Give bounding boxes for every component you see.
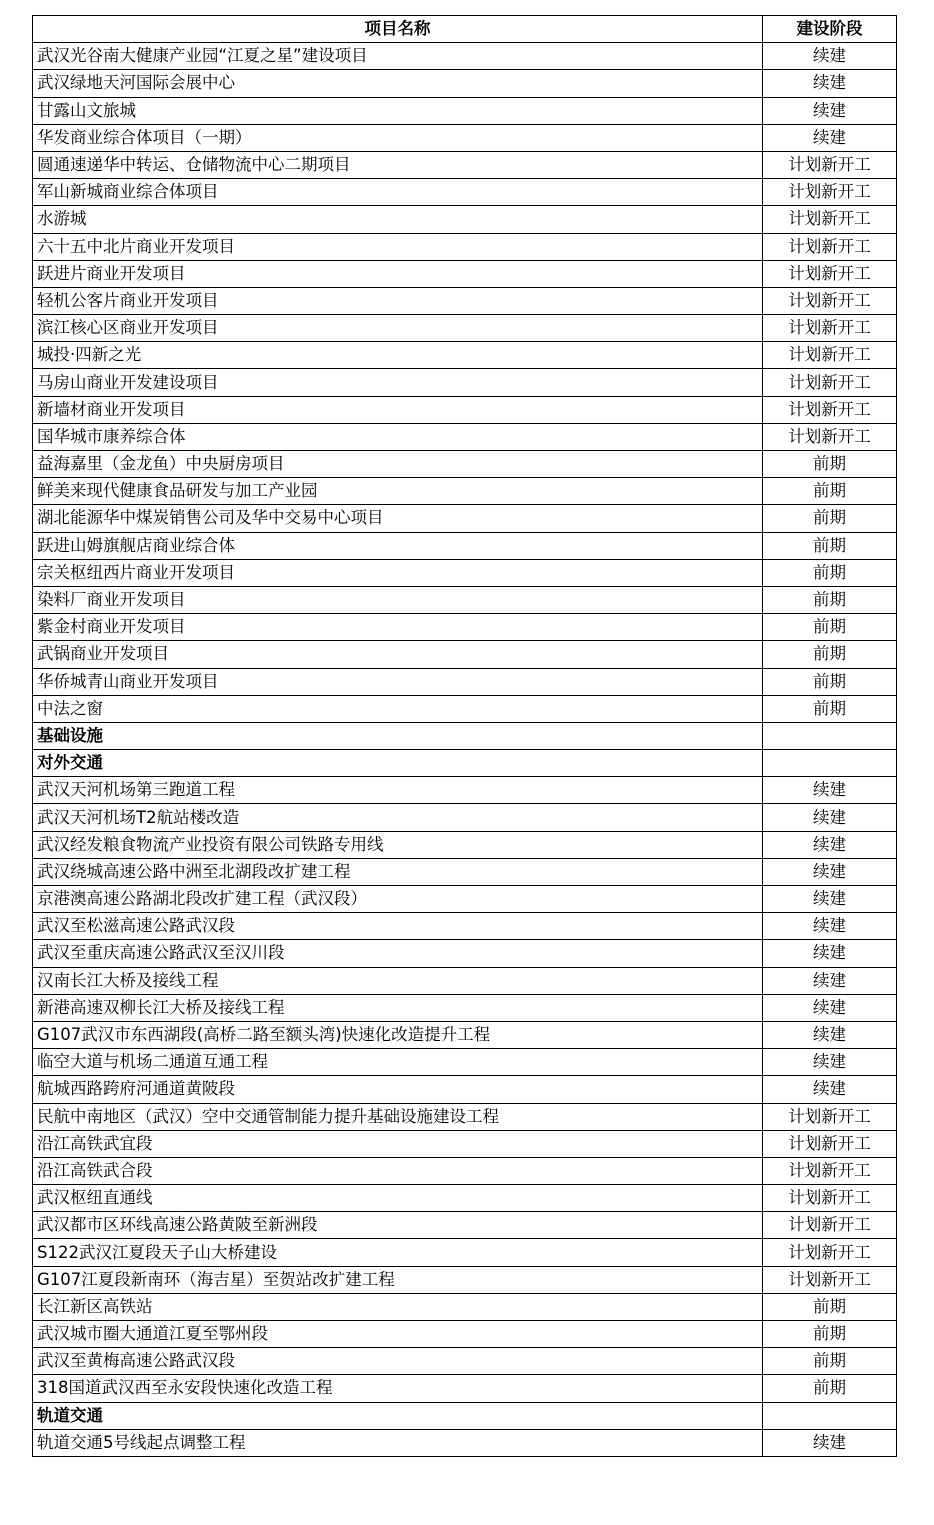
section-title: 基础设施 [33,722,763,749]
project-name-cell: 跃进片商业开发项目 [33,260,763,287]
project-name-cell: 跃进山姆旗舰店商业综合体 [33,532,763,559]
construction-stage-cell: 前期 [763,559,897,586]
table-row [33,804,897,831]
project-name-cell: 318国道武汉西至永安段快速化改造工程 [33,1375,763,1402]
construction-stage-cell: 续建 [763,913,897,940]
table-row [33,940,897,967]
construction-stage-cell [763,722,897,749]
table-row [33,369,897,396]
construction-stage-cell: 计划新开工 [763,342,897,369]
construction-stage-cell: 计划新开工 [763,1130,897,1157]
construction-stage-cell: 计划新开工 [763,1239,897,1266]
construction-stage-cell: 续建 [763,804,897,831]
table-row [33,70,897,97]
table-row [33,586,897,613]
construction-stage-cell: 计划新开工 [763,233,897,260]
project-name-cell: 马房山商业开发建设项目 [33,369,763,396]
construction-stage-cell: 前期 [763,1348,897,1375]
table-row [33,532,897,559]
project-name-cell: 武汉绕城高速公路中洲至北湖段改扩建工程 [33,858,763,885]
table-row [33,1049,897,1076]
table-row [33,777,897,804]
project-name-cell: 航城西路跨府河通道黄陂段 [33,1076,763,1103]
table-row [33,97,897,124]
project-name-cell: 城投·四新之光 [33,342,763,369]
construction-stage-cell: 前期 [763,614,897,641]
project-name-cell: 新港高速双柳长江大桥及接线工程 [33,994,763,1021]
table-row [33,43,897,70]
project-name-cell: G107武汉市东西湖段(高桥二路至额头湾)快速化改造提升工程 [33,1021,763,1048]
project-name-cell: 水游城 [33,206,763,233]
section-title: 轨道交通 [33,1402,763,1429]
section-title: 对外交通 [33,750,763,777]
project-name-cell: 武汉城市圈大通道江夏至鄂州段 [33,1321,763,1348]
construction-stage-cell: 计划新开工 [763,1157,897,1184]
project-table [32,15,897,1457]
project-name-cell: 武汉都市区环线高速公路黄陂至新洲段 [33,1212,763,1239]
project-name-cell: 沿江高铁武宜段 [33,1130,763,1157]
construction-stage-cell: 计划新开工 [763,287,897,314]
construction-stage-cell: 前期 [763,1321,897,1348]
project-name-cell: 临空大道与机场二通道互通工程 [33,1049,763,1076]
construction-stage-cell: 前期 [763,586,897,613]
construction-stage-cell [763,750,897,777]
table-row [33,994,897,1021]
project-name-cell: 华侨城青山商业开发项目 [33,668,763,695]
project-name-cell: 民航中南地区（武汉）空中交通管制能力提升基础设施建设工程 [33,1103,763,1130]
table-row [33,151,897,178]
table-row [33,1130,897,1157]
table-row [33,1103,897,1130]
project-name-cell: G107江夏段新南环（海吉星）至贺站改扩建工程 [33,1266,763,1293]
table-row [33,1239,897,1266]
project-name-cell: 鲜美来现代健康食品研发与加工产业园 [33,478,763,505]
construction-stage-cell: 计划新开工 [763,1266,897,1293]
construction-stage-cell: 计划新开工 [763,206,897,233]
project-name-cell: 轨道交通5号线起点调整工程 [33,1429,763,1456]
table-row [33,1321,897,1348]
header-row [33,16,897,43]
table-row [33,396,897,423]
project-name-cell: 武汉至松滋高速公路武汉段 [33,913,763,940]
table-row [33,614,897,641]
construction-stage-cell: 前期 [763,451,897,478]
table-row [33,505,897,532]
construction-stage-cell: 续建 [763,886,897,913]
project-name-cell: 武汉天河机场T2航站楼改造 [33,804,763,831]
table-row [33,858,897,885]
table-row [33,287,897,314]
construction-stage-cell: 计划新开工 [763,369,897,396]
project-name-cell: 军山新城商业综合体项目 [33,179,763,206]
project-name-cell: S122武汉江夏段天子山大桥建设 [33,1239,763,1266]
project-name-cell: 沿江高铁武合段 [33,1157,763,1184]
project-name-cell: 染料厂商业开发项目 [33,586,763,613]
table-row [33,124,897,151]
table-row [33,342,897,369]
project-name-cell: 武汉天河机场第三跑道工程 [33,777,763,804]
project-name-cell: 湖北能源华中煤炭销售公司及华中交易中心项目 [33,505,763,532]
table-row [33,831,897,858]
construction-stage-cell: 计划新开工 [763,1185,897,1212]
project-name-cell: 新墙材商业开发项目 [33,396,763,423]
project-name-cell: 甘露山文旅城 [33,97,763,124]
table-row [33,260,897,287]
table-row [33,695,897,722]
project-name-cell: 武锅商业开发项目 [33,641,763,668]
construction-stage-cell: 续建 [763,97,897,124]
section-header-row [33,750,897,777]
construction-stage-cell: 续建 [763,1021,897,1048]
project-name-cell: 武汉至重庆高速公路武汉至汉川段 [33,940,763,967]
table-row [33,1429,897,1456]
project-name-cell: 武汉至黄梅高速公路武汉段 [33,1348,763,1375]
section-header-row [33,1402,897,1429]
table-row [33,233,897,260]
construction-stage-cell: 计划新开工 [763,151,897,178]
table-row [33,478,897,505]
construction-stage-cell: 前期 [763,505,897,532]
header-construction-stage: 建设阶段 [763,16,897,43]
project-name-cell: 圆通速递华中转运、仓储物流中心二期项目 [33,151,763,178]
construction-stage-cell: 续建 [763,1429,897,1456]
construction-stage-cell: 续建 [763,1076,897,1103]
construction-stage-cell: 计划新开工 [763,315,897,342]
table-row [33,668,897,695]
project-name-cell: 轻机公客片商业开发项目 [33,287,763,314]
construction-stage-cell: 计划新开工 [763,423,897,450]
construction-stage-cell: 前期 [763,1375,897,1402]
table-row [33,1076,897,1103]
table-row [33,423,897,450]
construction-stage-cell: 续建 [763,777,897,804]
construction-stage-cell: 续建 [763,831,897,858]
project-name-cell: 京港澳高速公路湖北段改扩建工程（武汉段） [33,886,763,913]
table-row [33,1293,897,1320]
construction-stage-cell: 计划新开工 [763,260,897,287]
table-row [33,206,897,233]
table-row [33,1348,897,1375]
section-header-row [33,722,897,749]
table-row [33,886,897,913]
construction-stage-cell [763,1402,897,1429]
project-name-cell: 武汉枢纽直通线 [33,1185,763,1212]
construction-stage-cell: 前期 [763,478,897,505]
project-name-cell: 武汉经发粮食物流产业投资有限公司铁路专用线 [33,831,763,858]
construction-stage-cell: 续建 [763,124,897,151]
construction-stage-cell: 续建 [763,940,897,967]
table-header [33,16,897,43]
project-name-cell: 滨江核心区商业开发项目 [33,315,763,342]
project-name-cell: 武汉光谷南大健康产业园“江夏之星”建设项目 [33,43,763,70]
project-name-cell: 宗关枢纽西片商业开发项目 [33,559,763,586]
table-row [33,641,897,668]
header-project-name: 项目名称 [33,16,763,43]
project-name-cell: 华发商业综合体项目（一期） [33,124,763,151]
construction-stage-cell: 前期 [763,532,897,559]
table-row [33,1212,897,1239]
table-row [33,1375,897,1402]
construction-stage-cell: 计划新开工 [763,1212,897,1239]
construction-stage-cell: 续建 [763,994,897,1021]
construction-stage-cell: 前期 [763,641,897,668]
table-row [33,913,897,940]
table-row [33,179,897,206]
construction-stage-cell: 前期 [763,695,897,722]
construction-stage-cell: 前期 [763,668,897,695]
construction-stage-cell: 计划新开工 [763,179,897,206]
table-row [33,1021,897,1048]
project-name-cell: 六十五中北片商业开发项目 [33,233,763,260]
table-row [33,315,897,342]
construction-stage-cell: 计划新开工 [763,396,897,423]
table-row [33,559,897,586]
project-name-cell: 长江新区高铁站 [33,1293,763,1320]
project-name-cell: 紫金村商业开发项目 [33,614,763,641]
project-name-cell: 益海嘉里（金龙鱼）中央厨房项目 [33,451,763,478]
construction-stage-cell: 续建 [763,70,897,97]
construction-stage-cell: 续建 [763,858,897,885]
table-body [33,43,897,1457]
construction-stage-cell: 续建 [763,1049,897,1076]
construction-stage-cell: 计划新开工 [763,1103,897,1130]
table-row [33,1185,897,1212]
construction-stage-cell: 续建 [763,43,897,70]
table-row [33,451,897,478]
construction-stage-cell: 续建 [763,967,897,994]
table-row [33,967,897,994]
construction-stage-cell: 前期 [763,1293,897,1320]
project-name-cell: 国华城市康养综合体 [33,423,763,450]
project-name-cell: 汉南长江大桥及接线工程 [33,967,763,994]
table-row [33,1157,897,1184]
project-name-cell: 中法之窗 [33,695,763,722]
table-row [33,1266,897,1293]
project-name-cell: 武汉绿地天河国际会展中心 [33,70,763,97]
